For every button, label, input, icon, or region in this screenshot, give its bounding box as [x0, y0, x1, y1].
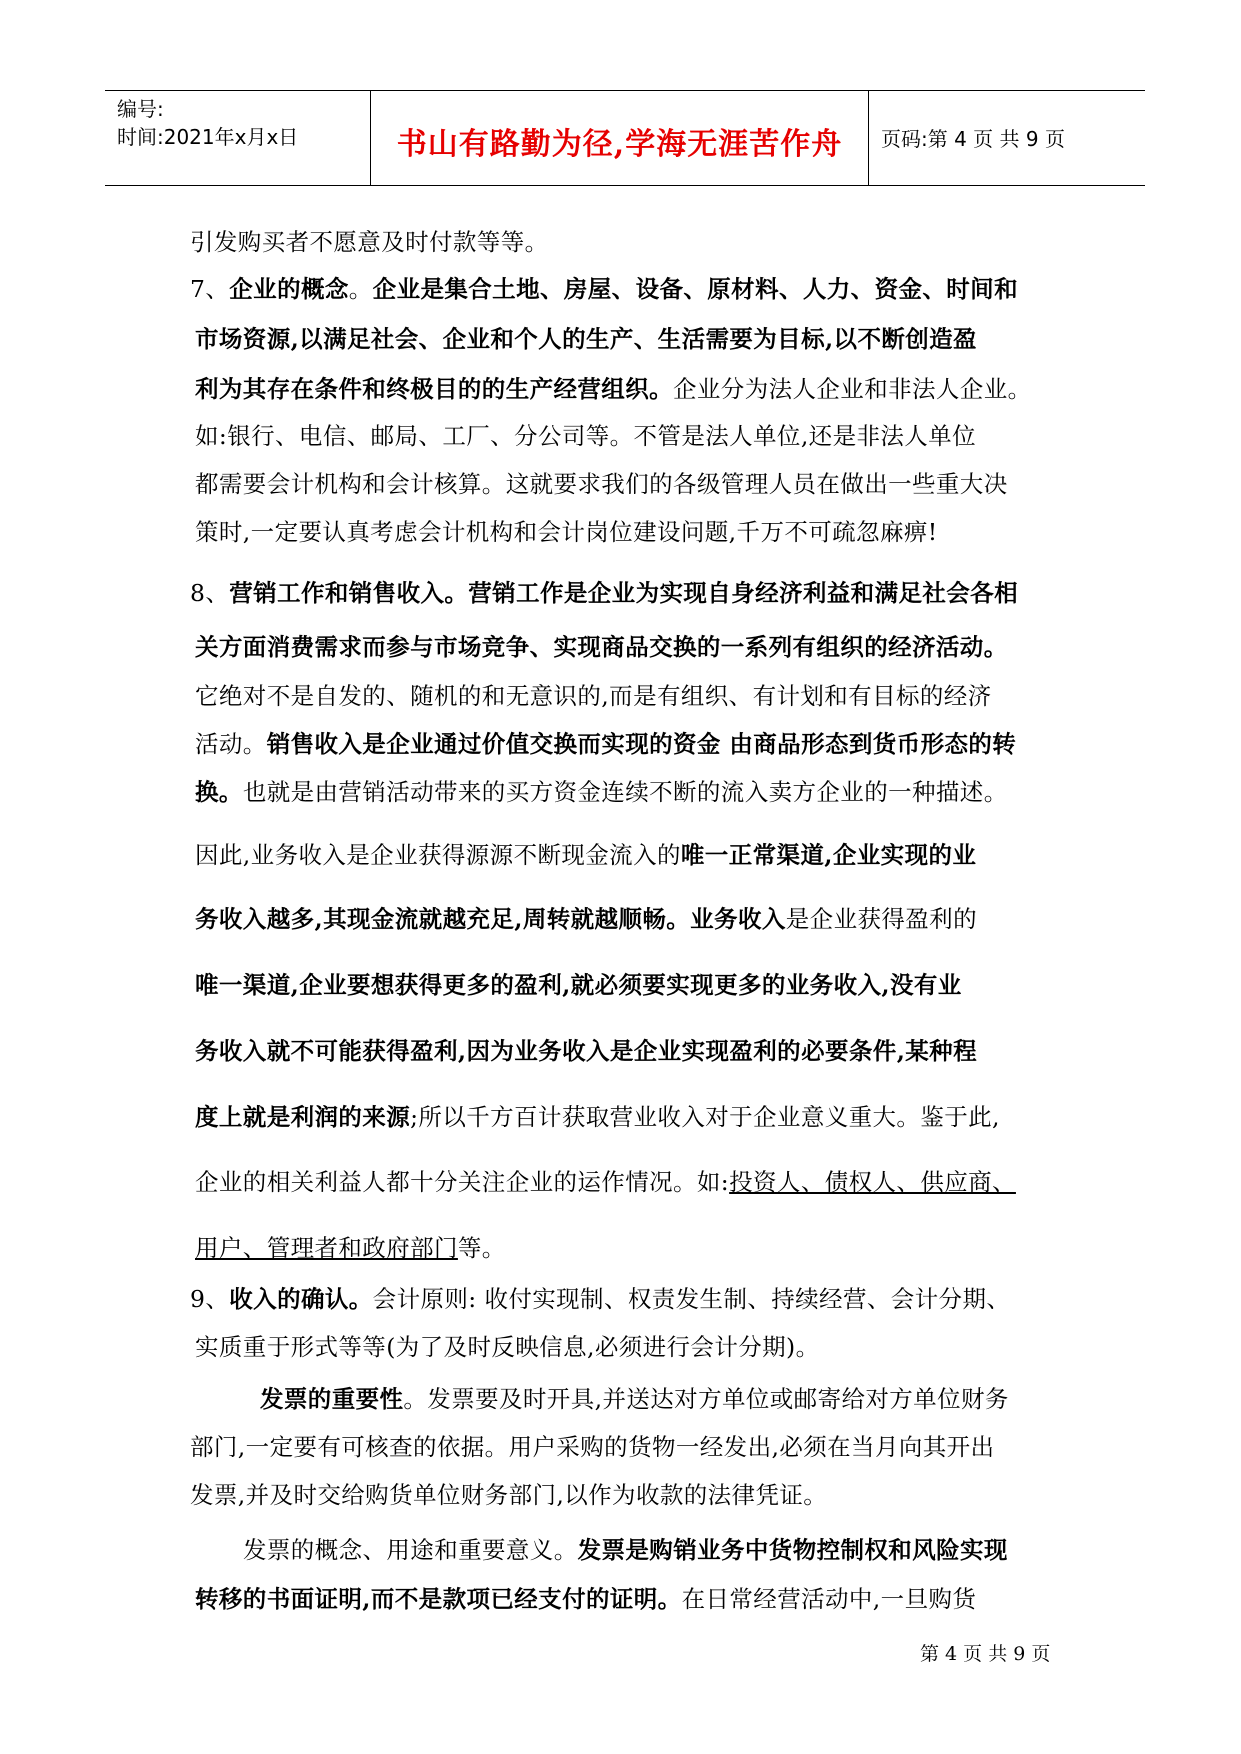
text-line: 引发购买者不愿意及时付款等等。 [190, 228, 549, 256]
text-line: 如:银行、电信、邮局、工厂、分公司等。不管是法人单位,还是非法人单位 [195, 422, 976, 450]
text-line: 用户、管理者和政府部门等。 [195, 1234, 506, 1262]
text-line: 企业的相关利益人都十分关注企业的运作情况。如:投资人、债权人、供应商、 [195, 1168, 1016, 1196]
text-line: 度上就是利润的来源;所以千方百计获取营业收入对于企业意义重大。鉴于此, [195, 1103, 1000, 1131]
text-line: 换。也就是由营销活动带来的买方资金连续不断的流入卖方企业的一种描述。 [195, 778, 1008, 806]
text-line: 部门,一定要有可核查的依据。用户采购的货物一经发出,必须在当月向其开出 [190, 1433, 995, 1461]
stakeholder-list-cont: 用户、管理者和政府部门 [195, 1234, 458, 1262]
header-meta-cell [105, 91, 370, 185]
page-footer: 第 4 页 共 9 页 [920, 1643, 1051, 1665]
item-9-heading: 9、收入的确认。会计原则: 收付实现制、权责发生制、持续经营、会计分期、 [190, 1285, 1011, 1313]
text-line: 活动。销售收入是企业通过价值交换而实现的资金 由商品形态到货币形态的转 [195, 730, 1017, 758]
term-enterprise-concept: 企业的概念 [229, 275, 349, 303]
text-line: 实质重于形式等等(为了及时反映信息,必须进行会计分期)。 [195, 1333, 820, 1361]
item-7-heading: 7、企业的概念。企业是集合土地、房屋、设备、原材料、人力、资金、时间和 [190, 275, 1018, 303]
text-line: 务收入越多,其现金流就越充足,周转就越顺畅。业务收入是企业获得盈利的 [195, 905, 977, 933]
document-header [105, 90, 1145, 186]
text-line: 务收入就不可能获得盈利,因为业务收入是企业实现盈利的必要条件,某种程 [195, 1037, 977, 1065]
text-line: 因此,业务收入是企业获得源源不断现金流入的唯一正常渠道,企业实现的业 [195, 841, 977, 869]
text-line: 策时,一定要认真考虑会计机构和会计岗位建设问题,千万不可疏忽麻痹! [195, 518, 938, 546]
header-page-cell [869, 91, 1145, 185]
text-line: 市场资源,以满足社会、企业和个人的生产、生活需要为目标,以不断创造盈 [195, 325, 977, 353]
item-8-heading: 8、营销工作和销售收入。营销工作是企业为实现自身经济利益和满足社会各相 [190, 579, 1018, 607]
text-line: 发票,并及时交给购货单位财务部门,以作为收款的法律凭证。 [190, 1481, 828, 1509]
text-line: 转移的书面证明,而不是款项已经支付的证明。在日常经营活动中,一旦购货 [195, 1585, 977, 1613]
header-motto-cell [370, 91, 869, 185]
invoice-concept-heading: 发票的概念、用途和重要意义。发票是购销业务中货物控制权和风险实现 [243, 1536, 1008, 1564]
serial-number-label: 编号: [117, 97, 164, 121]
time-label: 时间:2021年x月x日 [117, 125, 299, 149]
text-line: 它绝对不是自发的、随机的和无意识的,而是有组织、有计划和有目标的经济 [195, 682, 992, 710]
text-line: 利为其存在条件和终极目的的生产经营组织。企业分为法人企业和非法人企业。 [195, 375, 1032, 403]
invoice-importance-heading: 发票的重要性。发票要及时开具,并送达对方单位或邮寄给对方单位财务 [260, 1385, 1009, 1413]
text-line: 唯一渠道,企业要想获得更多的盈利,就必须要实现更多的业务收入,没有业 [195, 971, 962, 999]
text-line: 都需要会计机构和会计核算。这就要求我们的各级管理人员在做出一些重大决 [195, 470, 1008, 498]
page-code-label: 页码:第 4 页 共 9 页 [881, 127, 1065, 151]
text-line: 关方面消费需求而参与市场竞争、实现商品交换的一系列有组织的经济活动。 [195, 633, 1008, 661]
stakeholder-list: 投资人、债权人、供应商、 [729, 1168, 1016, 1196]
motto-text: 书山有路勤为径,学海无涯苦作舟 [396, 127, 843, 162]
